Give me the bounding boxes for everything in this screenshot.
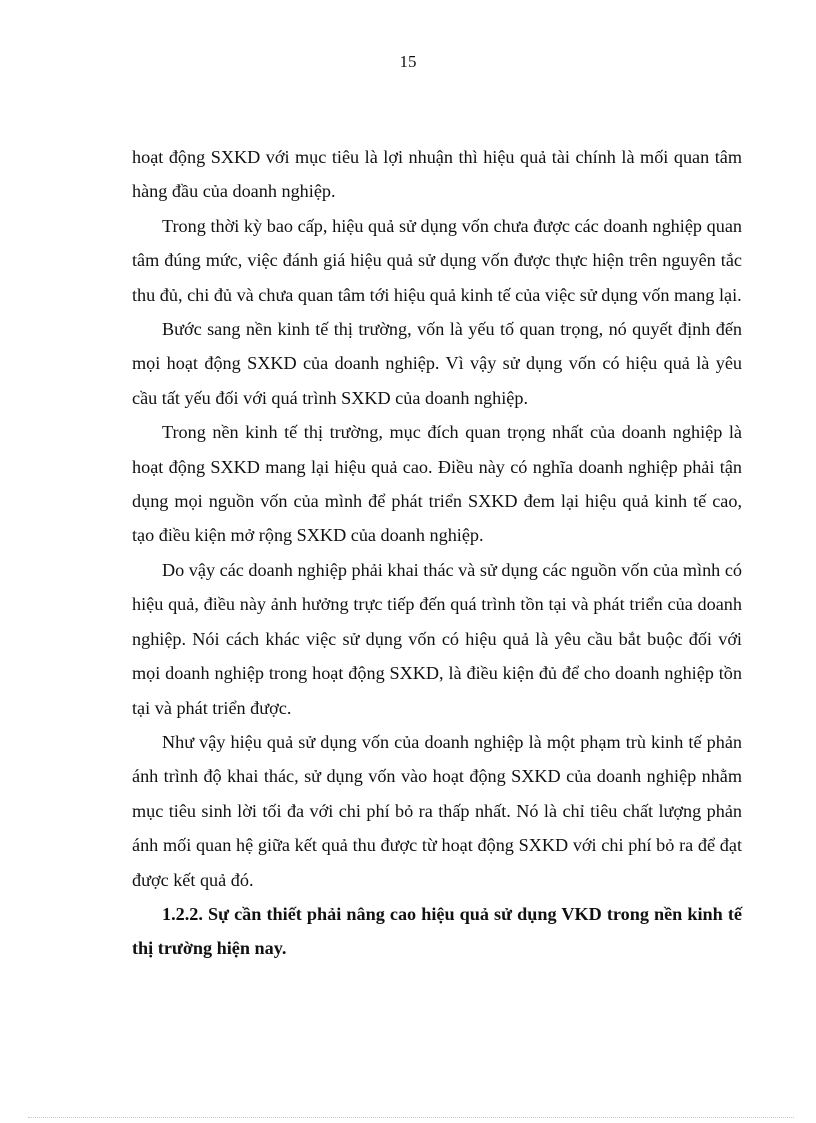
paragraph-capital-exploitation: Do vậy các doanh nghiệp phải khai thác và sử dụng các nguồn vốn của mình có hiệu quả, điều này ảnh hưởng trực tiếp đến quá trình tồn tại và phát triển của doanh nghiệp. Nói cách khác việc sử dụng vốn có hiệu quả là yêu cầu bắt buộc đối với mọi doanh nghiệp trong hoạt động SXKD, là điều kiện đủ để cho doanh nghiệp tồn tại và phát triển được. — [132, 559, 742, 718]
body-text — [132, 140, 742, 966]
paragraph-efficiency-definition: Như vậy hiệu quả sử dụng vốn của doanh nghiệp là một phạm trù kinh tế phản ánh trình độ khai thác, sử dụng vốn vào hoạt động SXKD của doanh nghiệp nhằm mục tiêu sinh lời tối đa với chi phí bỏ ra thấp nhất. Nó là chỉ tiêu chất lượng phản ánh mối quan hệ giữa kết quả thu được từ hoạt động SXKD với chi phí bỏ ra để đạt được kết quả đó. — [132, 731, 742, 890]
section-heading: 1.2.2. Sự cần thiết phải nâng cao hiệu quả sử dụng VKD trong nền kinh tế thị trường hiện nay. — [132, 903, 742, 959]
paragraph-continuation: hoạt động SXKD với mục tiêu là lợi nhuận thì hiệu quả tài chính là mối quan tâm hàng đầu của doanh nghiệp. — [132, 147, 742, 202]
page-bottom-divider — [28, 1117, 794, 1118]
page-number: 15 — [399, 52, 417, 71]
paragraph-subsidy-period: Trong thời kỳ bao cấp, hiệu quả sử dụng vốn chưa được các doanh nghiệp quan tâm đúng mức, việc đánh giá hiệu quả sử dụng vốn được thực hiện trên nguyên tắc thu đủ, chi đủ và chưa quan tâm tới hiệu quả kinh tế của việc sử dụng vốn mang lại. — [132, 215, 742, 305]
paragraph-market-economy: Bước sang nền kinh tế thị trường, vốn là yếu tố quan trọng, nó quyết định đến mọi hoạt động SXKD của doanh nghiệp. Vì vậy sử dụng vốn có hiệu quả là yêu cầu tất yếu đối với quá trình SXKD của doanh nghiệp. — [132, 319, 742, 408]
paragraph-business-goal: Trong nền kinh tế thị trường, mục đích quan trọng nhất của doanh nghiệp là hoạt động SXKD mang lại hiệu quả cao. Điều này có nghĩa doanh nghiệp phải tận dụng mọi nguồn vốn của mình để phát triển SXKD đem lại hiệu quả kinh tế cao, tạo điều kiện mở rộng SXKD của doanh nghiệp. — [132, 422, 742, 546]
